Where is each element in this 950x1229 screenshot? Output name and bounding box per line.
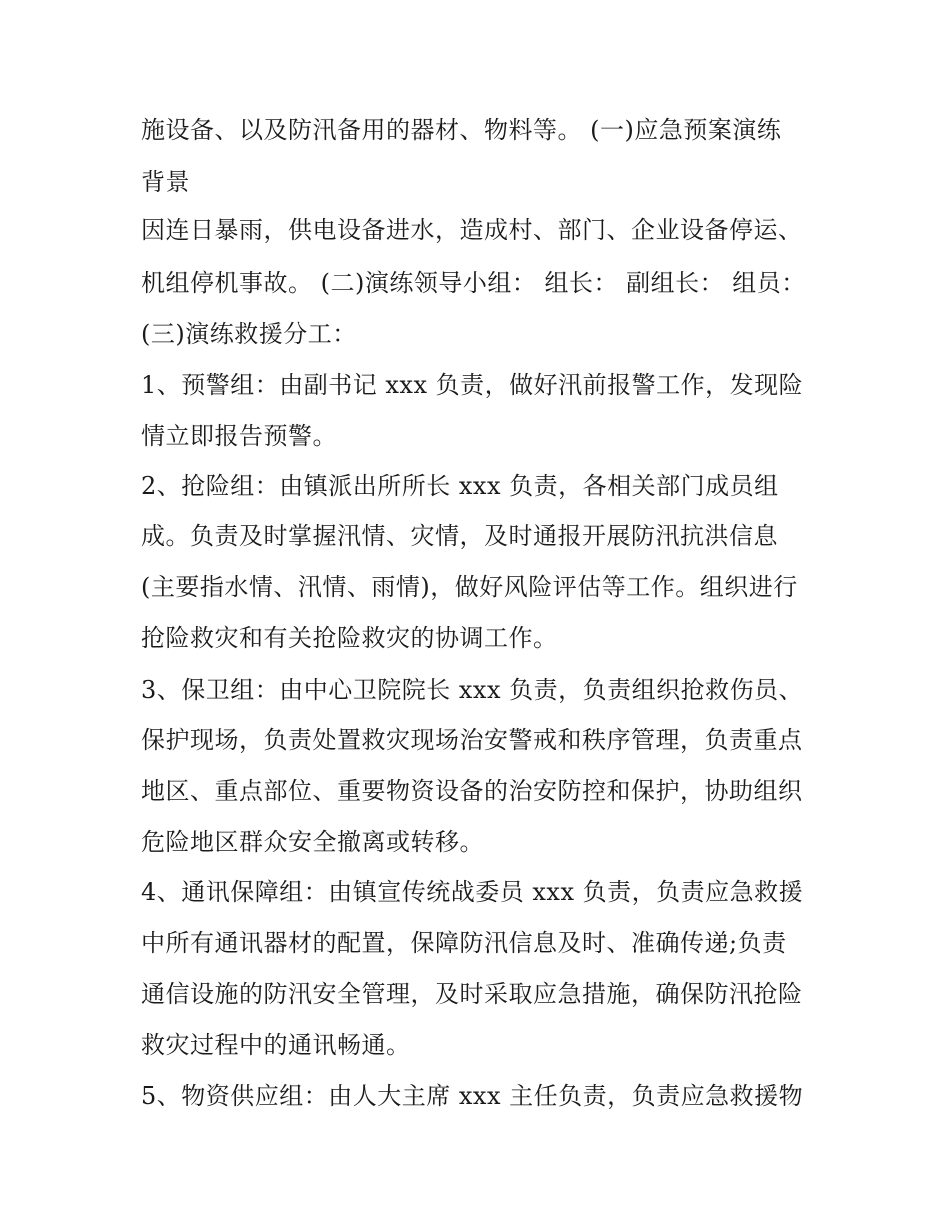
text-line: 机组停机事故。 (二)演练领导小组： 组长： 副组长： 组员： (141, 269, 806, 297)
text-line: 因连日暴雨，供电设备进水，造成村、部门、企业设备停运、 (141, 216, 803, 244)
text-line: 1、预警组：由副书记 xxx 负责，做好汛前报警工作，发现险 (141, 371, 804, 399)
text-line: 通信设施的防汛安全管理，及时采取应急措施，确保防汛抢险 (141, 980, 803, 1008)
text-line: (三)演练救援分工： (141, 320, 357, 348)
text-line: 地区、重点部位、重要物资设备的治安防控和保护，协助组织 (141, 777, 803, 805)
text-line: 3、保卫组：由中心卫院院长 xxx 负责，负责组织抢救伤员、 (141, 676, 804, 704)
text-line: 救灾过程中的通讯畅通。 (141, 1031, 411, 1059)
text-line: (主要指水情、汛情、雨情)，做好风险评估等工作。组织进行 (141, 573, 798, 601)
text-line: 中所有通讯器材的配置，保障防汛信息及时、准确传递;负责 (141, 929, 787, 957)
text-line: 危险地区群众安全撤离或转移。 (141, 828, 484, 856)
text-line: 2、抢险组：由镇派出所所长 xxx 负责，各相关部门成员组 (141, 472, 779, 500)
text-line: 保护现场，负责处置救灾现场治安警戒和秩序管理，负责重点 (141, 726, 803, 754)
text-line: 抢险救灾和有关抢险救灾的协调工作。 (141, 624, 558, 652)
text-line: 4、通讯保障组：由镇宣传统战委员 xxx 负责，负责应急救援 (141, 878, 804, 906)
text-line: 5、物资供应组：由人大主席 xxx 主任负责，负责应急救援物 (141, 1082, 804, 1110)
text-line: 背景 (141, 168, 190, 196)
text-line: 成。负责及时掌握汛情、灾情，及时通报开展防汛抗洪信息 (141, 522, 778, 550)
text-line: 情立即报告预警。 (141, 422, 337, 450)
text-line: 施设备、以及防汛备用的器材、物料等。 (一)应急预案演练 (141, 116, 782, 144)
